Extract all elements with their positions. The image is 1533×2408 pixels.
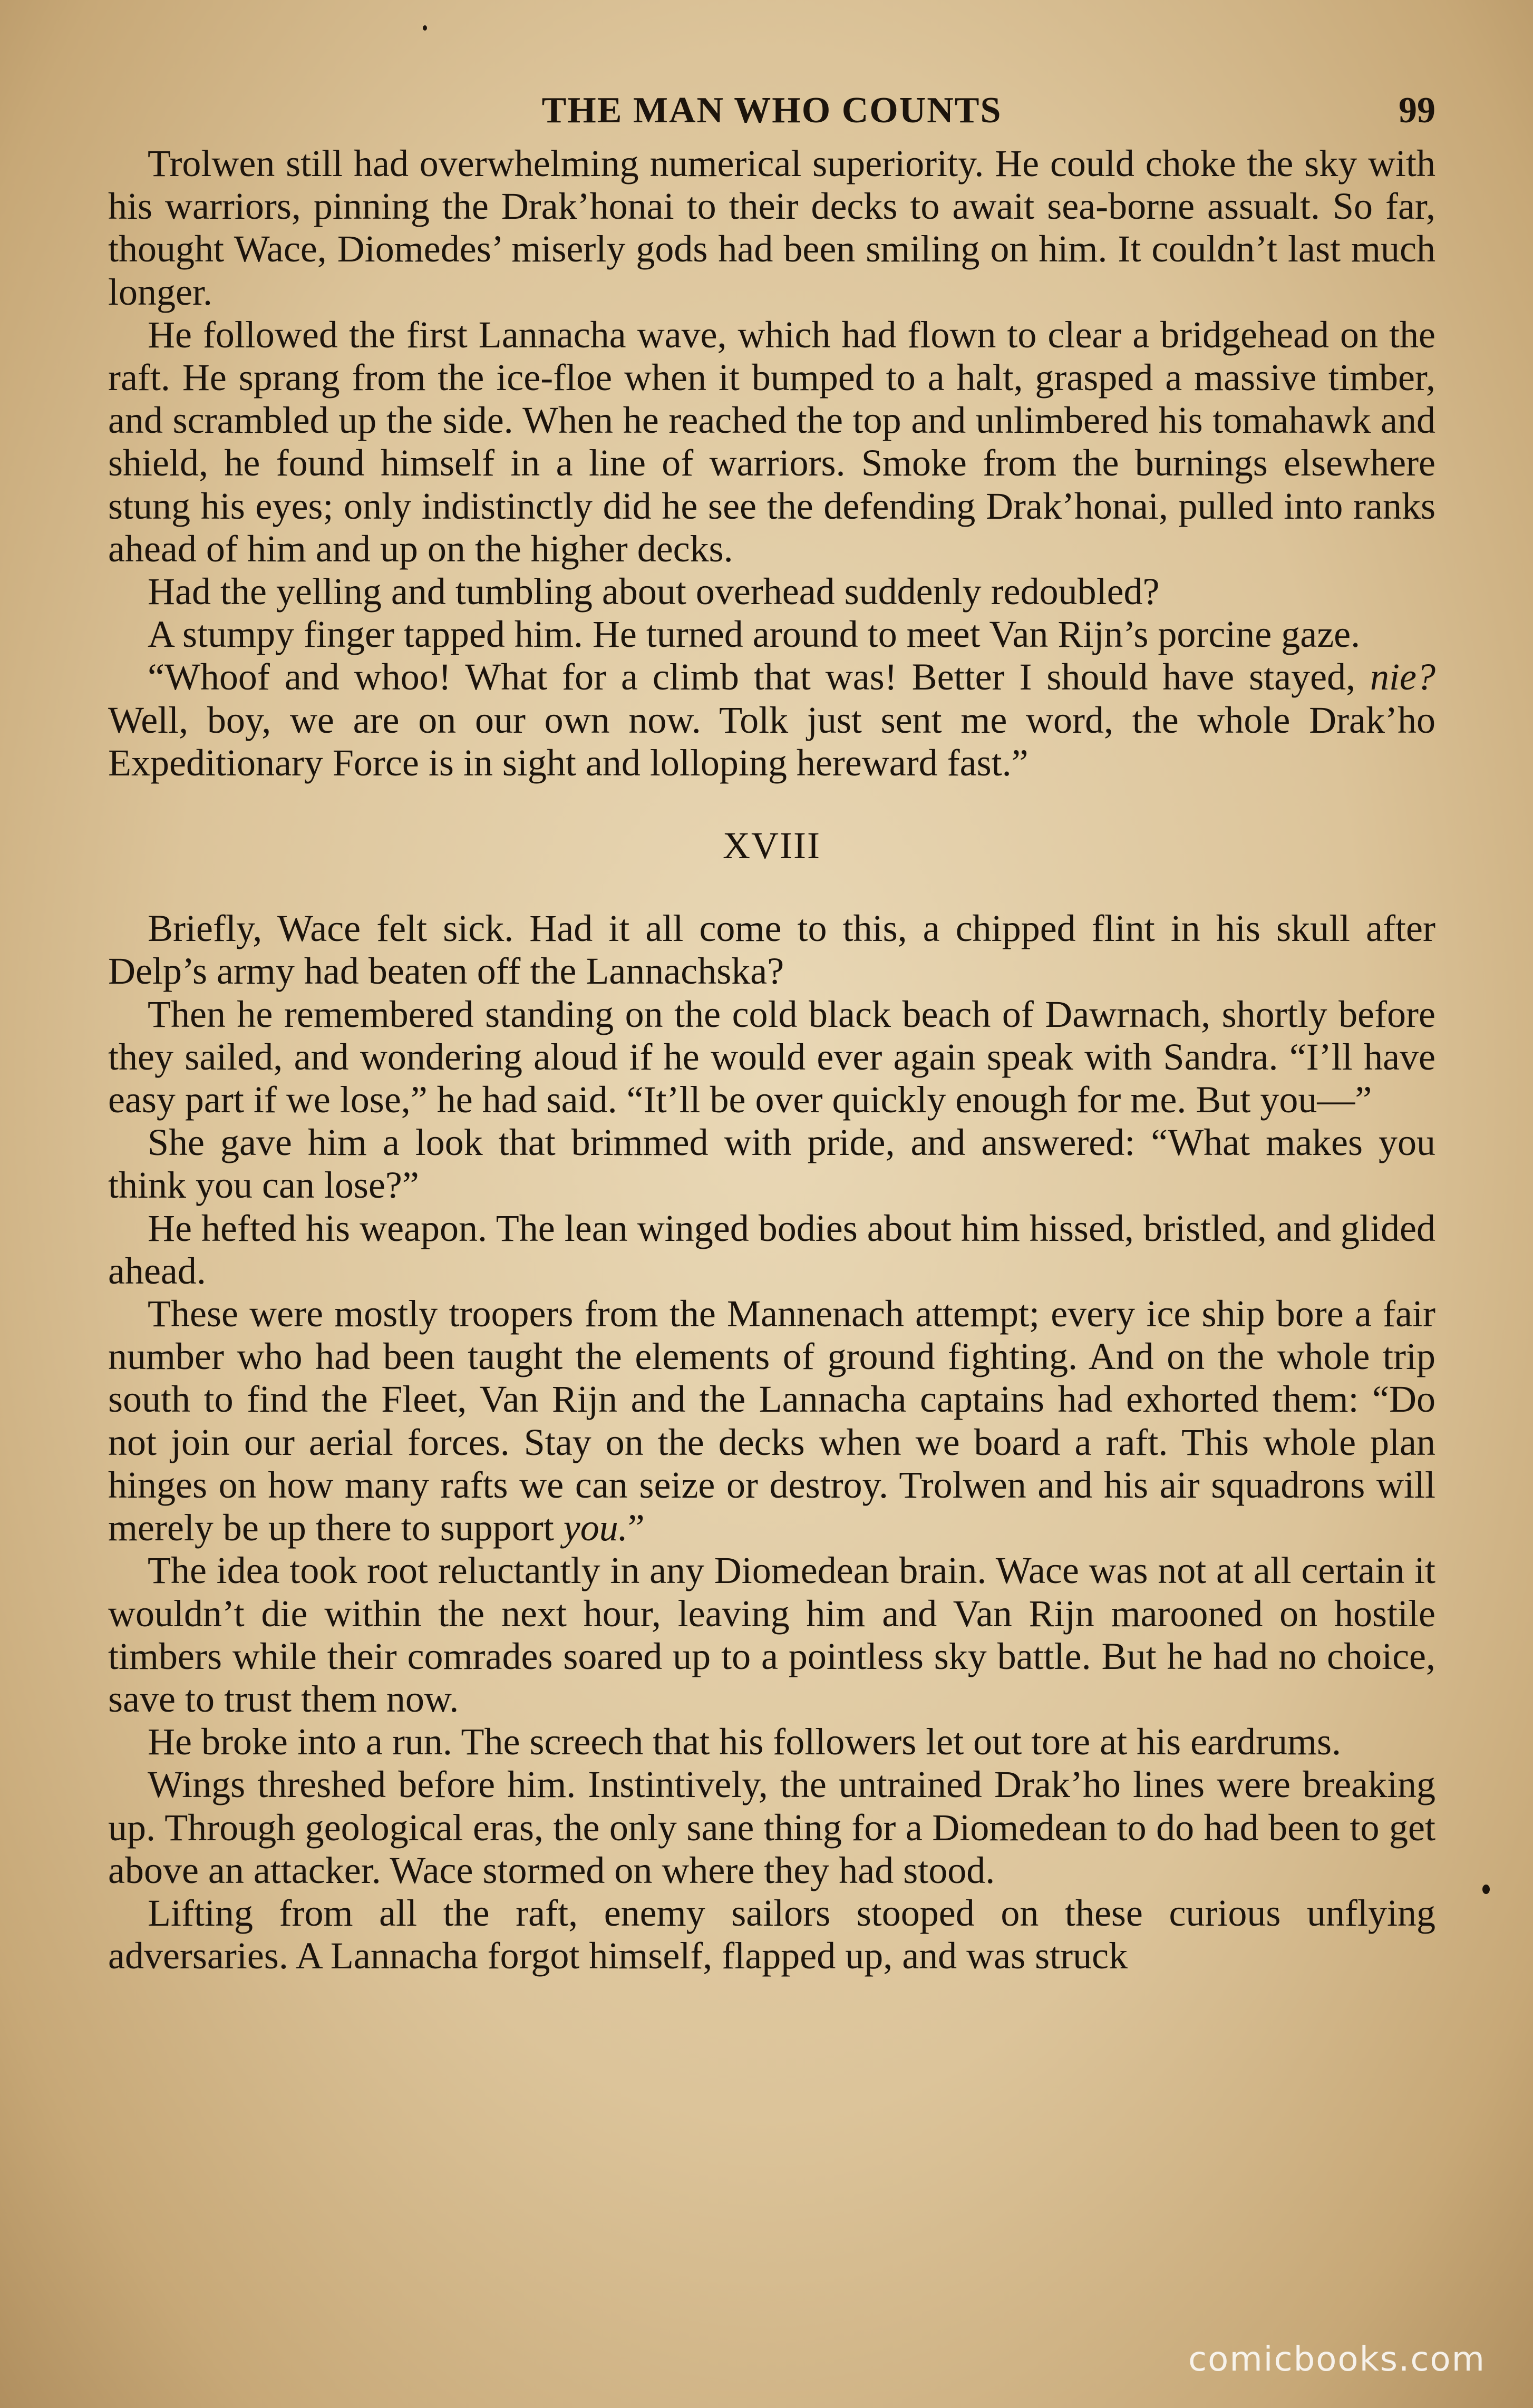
ink-speck	[1482, 1885, 1490, 1894]
ink-speck	[423, 25, 427, 31]
paragraph: The idea took root reluctantly in any Diomedean brain. Wace was not at all certain it wouldn’t die within the next hour, leaving him and Van Rijn marooned on hostile timbers while their comrades soared up to a pointless sky battle. But he had no choice, save to trust them now.	[108, 1549, 1435, 1720]
paragraph: She gave him a look that brimmed with pride, and answered: “What makes you think you can lose?”	[108, 1121, 1435, 1207]
paragraph: Had the yelling and tumbling about overhead suddenly redoubled?	[148, 570, 1160, 613]
text-run: Well, boy, we are on our own now. Tolk just sent me word, the whole Drak’ho Expeditionary Force is in sight and lolloping hereward fast.”	[108, 698, 1435, 784]
page-header	[108, 87, 1435, 134]
text-run: “Whoof and whoo! What for a climb that was! Better I should have stayed,	[148, 656, 1371, 698]
body-text	[108, 142, 1435, 1977]
watermark: comicbooks.com	[1188, 2340, 1486, 2379]
text-run: These were mostly troopers from the Mannenach attempt; every ice ship bore a fair number who had been taught the elements of ground fighting. And on the whole trip south to find the Fleet, Van Rijn and the Lannacha captains had exhorted them: “Do not join our aerial forces. Stay on the decks when we board a raft. This whole plan hinges on how many rafts we can seize or destroy. Trolwen and his air squadrons will merely be up there to support	[108, 1293, 1435, 1549]
paragraph: Wings threshed before him. Instintively, the untrained Drak’ho lines were breaking up. Through geological eras, the only sane thing for a Diomedean to do had been to get above an attacker. Wace stormed on where they had stood.	[108, 1763, 1435, 1891]
page-number: 99	[1399, 90, 1435, 131]
paragraph: A stumpy finger tapped him. He turned around to meet Van Rijn’s porcine gaze.	[148, 613, 1361, 656]
paragraph	[108, 1293, 1435, 1549]
paragraph: He broke into a run. The screech that his followers let out tore at his eardrums.	[148, 1721, 1341, 1763]
paragraph	[108, 656, 1435, 784]
paragraph: He hefted his weapon. The lean winged bodies about him hissed, bristled, and glided ahead.	[108, 1207, 1435, 1292]
paragraph: Lifting from all the raft, enemy sailors stooped on these curious unflying adversaries. A Lannacha forgot himself, flapped up, and was struck	[108, 1891, 1435, 1977]
text-run: ”	[627, 1507, 645, 1549]
paragraph: He followed the first Lannacha wave, which had flown to clear a bridgehead on the raft. He sprang from the ice-floe when it bumped to a halt, grasped a massive timber, and scrambled up the side. When he reached the top and unlimbered his tomahawk and shield, he found himself in a line of warriors. Smoke from the burnings elsewhere stung his eyes; only indistinctly did he see the defending Drak’honai, pulled into ranks ahead of him and up on the higher decks.	[108, 313, 1435, 570]
italic-run: you.	[563, 1507, 628, 1549]
paragraph: Briefly, Wace felt sick. Had it all come to this, a chipped flint in his skull after Delp’s army had beaten off the Lannachska?	[108, 907, 1435, 993]
paragraph: Then he remembered standing on the cold black beach of Dawrnach, shortly before they sailed, and wondering aloud if he would ever again speak with Sandra. “I’ll have easy part if we lose,” he had said. “It’ll be over quickly enough for me. But you—”	[108, 993, 1435, 1121]
chapter-heading: XVIII	[723, 824, 821, 867]
running-head: THE MAN WHO COUNTS	[541, 90, 1002, 131]
paragraph: Trolwen still had overwhelming numerical superiority. He could choke the sky with his warriors, pinning the Drak’honai to their decks to await sea-borne assualt. So far, thought Wace, Diomedes’ miserly gods had been smiling on him. It couldn’t last much longer.	[108, 142, 1435, 313]
italic-run: nie?	[1370, 656, 1435, 698]
